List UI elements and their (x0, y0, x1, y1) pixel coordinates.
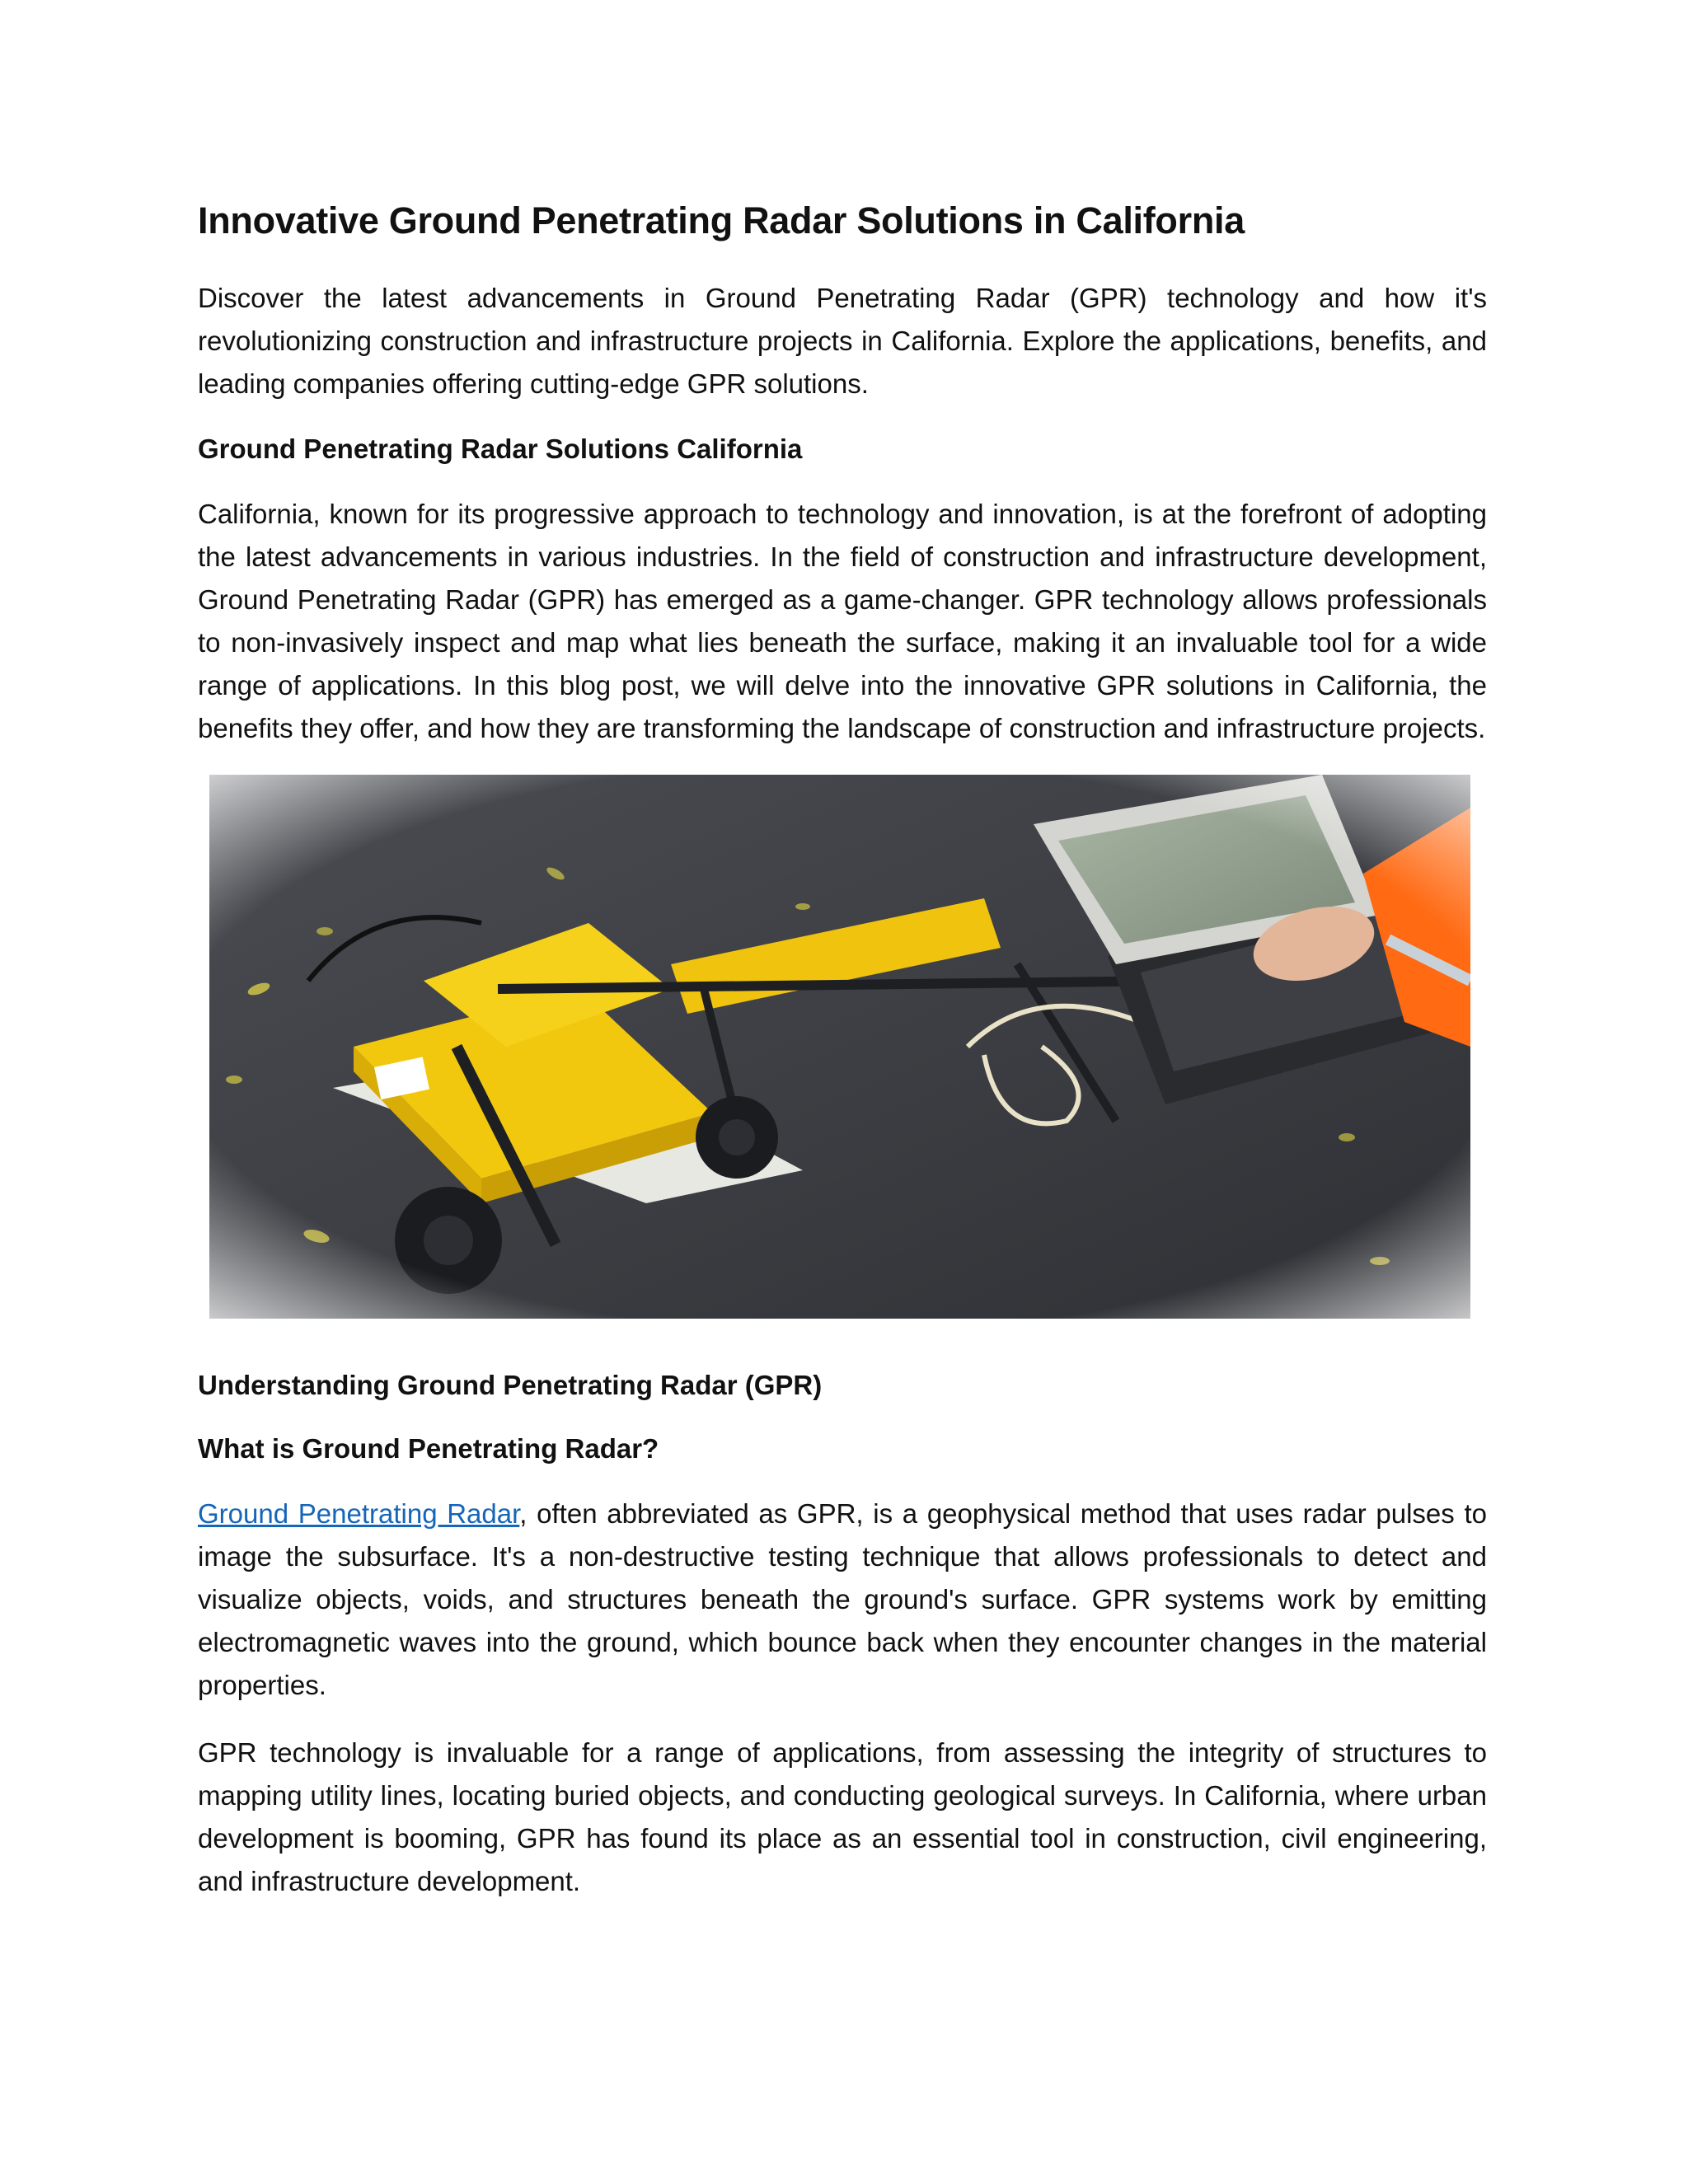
gpr-applications-paragraph: GPR technology is invaluable for a range of applications, from assessing the integrity of structures to mapping utility lines, locating buried objects, and conducting geological surveys. In California, where urban development is booming, GPR has found its place as an essential tool in construction, civil engineering, and infrastructure development. (198, 1736, 1487, 1896)
document-page (198, 198, 1487, 1928)
intro-paragraph: Discover the latest advancements in Ground Penetrating Radar (GPR) technology and how it's revolutionizing construction and infrastructure projects in California. Explore the applications, benefits, and leading companies offering cutting-edge GPR solutions. (198, 283, 1487, 400)
section-heading-understanding: Understanding Ground Penetrating Radar (GPR) (198, 1370, 823, 1401)
subheading-what-is-gpr: What is Ground Penetrating Radar? (198, 1432, 659, 1464)
gpr-equipment-photo (209, 775, 1470, 1319)
gpr-definition-text: , often abbreviated as GPR, is a geophysical method that uses radar pulses to image the subsurface. It's a non-destructive testing technique that allows professionals to detect and visualize objects, voids, and structures beneath the ground's surface. GPR systems work by emitting electromagnetic waves into the ground, which bounce back when they encounter changes in the material properties. (198, 1497, 1487, 1700)
gpr-cart-illustration (209, 775, 1470, 1319)
ground-penetrating-radar-link[interactable]: Ground Penetrating Radar (198, 1497, 520, 1529)
page-title: Innovative Ground Penetrating Radar Solutions in California (198, 199, 1245, 241)
section-heading-solutions: Ground Penetrating Radar Solutions California (198, 434, 803, 465)
gpr-definition-paragraph (198, 1493, 1487, 1707)
solutions-paragraph: California, known for its progressive approach to technology and innovation, is at the forefront of adopting the latest advancements in various industries. In the field of construction and infrastructure development, Ground Penetrating Radar (GPR) has emerged as a game-changer. GPR technology allows professionals to non-invasively inspect and map what lies beneath the surface, making it an invaluable tool for a wide range of applications. In this blog post, we will delve into the innovative GPR solutions in California, the benefits they offer, and how they are transforming the landscape of construction and infrastructure projects. (198, 499, 1487, 744)
